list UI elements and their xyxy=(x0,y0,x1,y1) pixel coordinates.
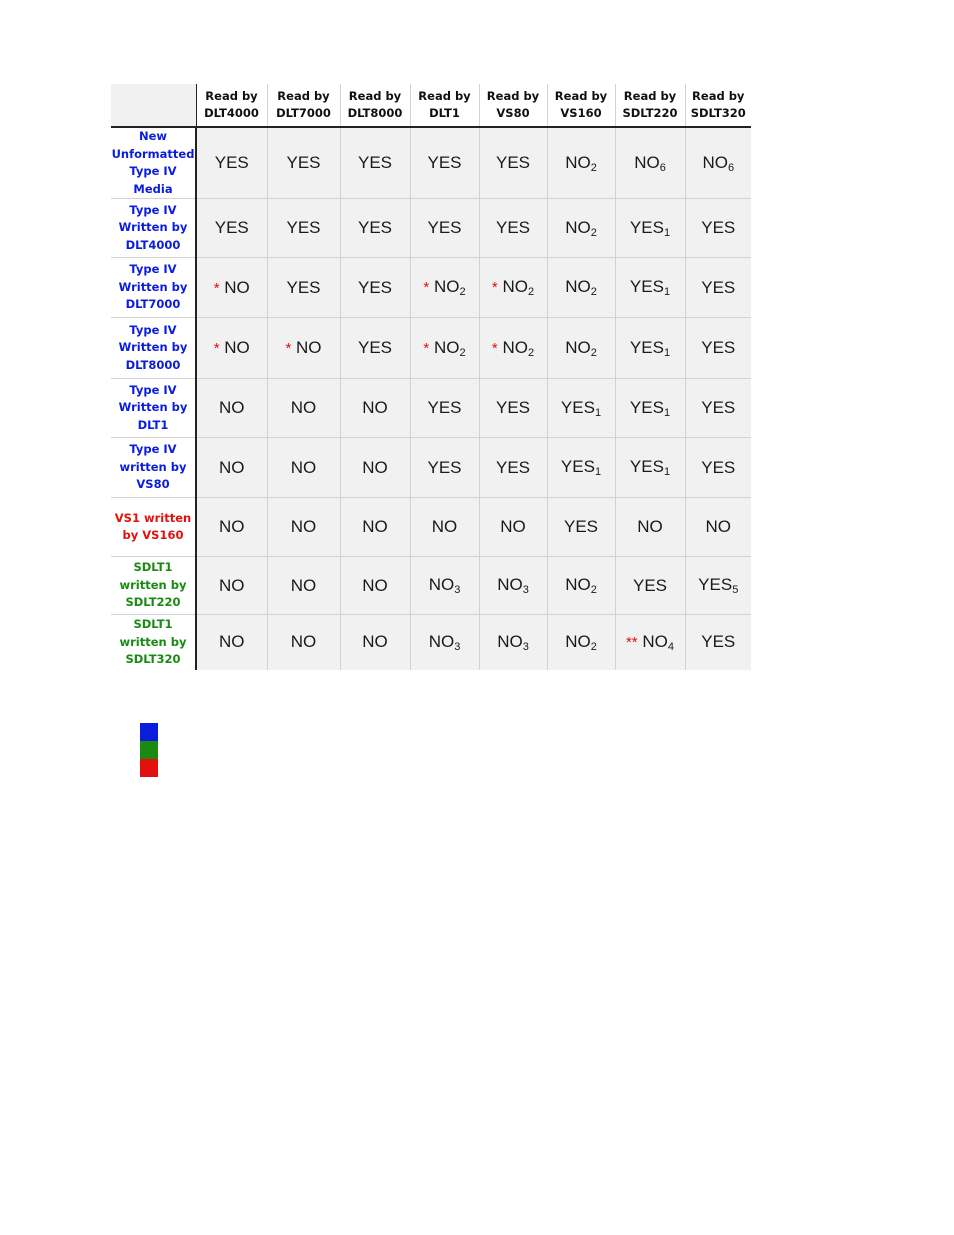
table-row xyxy=(111,557,751,615)
cell-value: NO xyxy=(702,152,728,172)
cell-value: YES xyxy=(427,153,462,172)
cell-value: NO xyxy=(428,631,455,651)
row-header-line: by VS160 xyxy=(122,528,184,542)
footnote-subscript: 2 xyxy=(590,161,597,174)
cell-value: NO xyxy=(565,575,591,594)
footnote-subscript: 2 xyxy=(527,346,535,359)
table-row xyxy=(111,379,751,438)
table-cell xyxy=(410,127,479,199)
cell-value: YES xyxy=(701,398,736,417)
cell-value: NO xyxy=(502,337,528,357)
footnote-subscript: 2 xyxy=(590,226,597,239)
cell-value: YES xyxy=(701,457,736,477)
table-cell xyxy=(479,379,547,438)
footnote-subscript: 3 xyxy=(454,584,461,596)
table-cell xyxy=(410,318,479,379)
asterisk-mark: * xyxy=(213,279,220,297)
table-cell xyxy=(410,615,479,670)
cell-value: YES xyxy=(357,338,393,357)
cell-value: NO xyxy=(219,457,245,477)
cell-value: NO xyxy=(296,338,322,357)
table-cell xyxy=(685,615,751,670)
table-cell xyxy=(547,199,615,258)
table-cell xyxy=(340,379,410,438)
footnote-subscript: 1 xyxy=(663,466,671,478)
footnote-subscript: 2 xyxy=(590,640,597,653)
row-header xyxy=(111,498,196,557)
cell-value: YES xyxy=(560,457,595,476)
table-cell xyxy=(196,557,267,615)
table-cell xyxy=(685,498,751,557)
column-header: Read by VS160 xyxy=(547,84,615,127)
cell-value: NO xyxy=(362,517,388,536)
column-header: Read by DLT7000 xyxy=(267,84,340,127)
cell-value: YES xyxy=(427,457,462,477)
footnote-subscript: 2 xyxy=(459,346,466,359)
cell-value: YES xyxy=(629,397,664,417)
row-header-line: SDLT1 xyxy=(133,560,173,575)
row-header-line: SDLT220 xyxy=(125,595,181,610)
table-cell xyxy=(615,318,685,379)
table-cell xyxy=(547,498,615,557)
row-header-line: New xyxy=(138,129,168,143)
cell-value: NO xyxy=(219,517,245,536)
footnote-subscript: 5 xyxy=(732,584,739,596)
table-cell xyxy=(685,379,751,438)
cell-value: NO xyxy=(634,152,660,172)
table-cell xyxy=(340,438,410,498)
cell-value: YES xyxy=(495,153,531,172)
cell-value: YES xyxy=(698,575,733,594)
table-cell xyxy=(479,615,547,670)
cell-value: NO xyxy=(290,398,317,417)
row-header-line: VS80 xyxy=(136,477,170,492)
footnote-subscript: 1 xyxy=(663,406,671,419)
cell-value: YES xyxy=(629,337,664,357)
cell-value: YES xyxy=(286,277,321,297)
cell-value: NO xyxy=(219,632,245,652)
row-header-line: Written by xyxy=(118,279,188,294)
cell-value: YES xyxy=(495,218,531,237)
cell-value: YES xyxy=(427,218,462,237)
column-header: Read by DLT1 xyxy=(410,84,479,127)
table-cell xyxy=(479,498,547,557)
footnote-subscript: 4 xyxy=(667,640,675,653)
row-header-line: written by xyxy=(119,634,187,649)
table-cell xyxy=(196,258,267,318)
legend-swatch-green xyxy=(140,741,158,759)
cell-value: NO xyxy=(705,517,731,536)
cell-value: NO xyxy=(637,517,663,536)
table-row xyxy=(111,318,751,379)
table-cell xyxy=(196,318,267,379)
table-cell xyxy=(196,615,267,670)
cell-value: NO xyxy=(290,575,317,595)
table-cell xyxy=(615,557,685,615)
row-header-line: Written by xyxy=(118,340,188,355)
table-cell xyxy=(410,438,479,498)
cell-value: NO xyxy=(224,277,250,297)
footnote-subscript: 2 xyxy=(590,584,597,596)
row-header-line: Written by xyxy=(118,400,188,415)
footnote-subscript: 2 xyxy=(527,286,535,298)
legend-swatch-blue xyxy=(140,723,158,741)
footnote-subscript: 2 xyxy=(459,286,466,298)
table-cell xyxy=(267,258,340,318)
table-cell xyxy=(340,127,410,199)
row-header xyxy=(111,615,196,670)
cell-value: YES xyxy=(357,218,393,237)
table-cell xyxy=(479,318,547,379)
asterisk-mark: * xyxy=(491,279,498,296)
table-row xyxy=(111,615,751,670)
cell-value: YES xyxy=(286,218,321,237)
cell-value: YES xyxy=(214,153,249,172)
header-row xyxy=(111,84,751,127)
table-cell xyxy=(267,379,340,438)
cell-value: YES xyxy=(701,632,736,652)
table-cell xyxy=(615,379,685,438)
table-cell xyxy=(340,258,410,318)
row-header-line: DLT8000 xyxy=(125,357,181,372)
row-header-line: Written by xyxy=(118,220,188,235)
compatibility-table xyxy=(111,84,751,670)
asterisk-mark: * xyxy=(423,339,430,357)
row-header-line: Type IV xyxy=(129,322,177,337)
table-cell xyxy=(340,498,410,557)
table-cell xyxy=(479,199,547,258)
table-cell xyxy=(685,199,751,258)
cell-value: NO xyxy=(497,631,523,651)
row-header xyxy=(111,318,196,379)
cell-value: YES xyxy=(427,398,462,417)
table-cell xyxy=(479,258,547,318)
cell-value: NO xyxy=(433,277,460,296)
row-header-line: Type IV xyxy=(129,382,177,397)
cell-value: NO xyxy=(502,277,528,296)
row-header-line: DLT1 xyxy=(137,417,169,432)
cell-value: NO xyxy=(224,338,250,357)
footnote-subscript: 1 xyxy=(663,226,671,239)
cell-value: NO xyxy=(497,575,523,594)
cell-value: NO xyxy=(362,632,388,652)
cell-value: NO xyxy=(290,457,317,477)
table-cell xyxy=(547,318,615,379)
table-row xyxy=(111,258,751,318)
cell-value: YES xyxy=(701,218,736,237)
table-cell xyxy=(410,199,479,258)
cell-value: NO xyxy=(642,631,668,651)
table-cell xyxy=(685,127,751,199)
row-header-line: Type IV xyxy=(129,202,177,217)
cell-value: YES xyxy=(560,397,595,417)
cell-value: YES xyxy=(495,398,531,417)
table-cell xyxy=(615,438,685,498)
row-header-line: Type IV xyxy=(129,442,177,457)
asterisk-mark: * xyxy=(285,340,292,357)
table-cell xyxy=(547,127,615,199)
table-cell xyxy=(267,318,340,379)
cell-value: YES xyxy=(357,153,393,172)
footnote-subscript: 1 xyxy=(663,346,671,359)
column-header: Read by SDLT220 xyxy=(615,84,685,127)
table-cell xyxy=(340,557,410,615)
cell-value: YES xyxy=(629,457,664,476)
cell-value: YES xyxy=(214,218,249,237)
table-cell xyxy=(547,438,615,498)
cell-value: YES xyxy=(629,217,664,237)
table-cell xyxy=(547,258,615,318)
cell-value: NO xyxy=(565,277,591,296)
asterisk-mark: * xyxy=(423,279,430,296)
footnote-subscript: 3 xyxy=(522,640,529,653)
cell-value: NO xyxy=(500,517,526,536)
table-cell xyxy=(340,615,410,670)
column-header: Read by DLT4000 xyxy=(196,84,267,127)
cell-value: YES xyxy=(701,338,736,357)
cell-value: NO xyxy=(290,632,317,652)
table-cell xyxy=(547,557,615,615)
footnote-subscript: 6 xyxy=(659,161,666,174)
cell-value: NO xyxy=(565,337,591,357)
table-cell xyxy=(685,318,751,379)
footnote-subscript: 1 xyxy=(594,406,602,419)
cell-value: YES xyxy=(286,153,321,172)
table-cell xyxy=(196,199,267,258)
corner-cell xyxy=(111,84,196,127)
table-cell xyxy=(685,438,751,498)
cell-value: YES xyxy=(629,277,664,296)
table-cell xyxy=(410,258,479,318)
footnote-subscript: 2 xyxy=(590,286,597,298)
cell-value: NO xyxy=(362,457,388,477)
table-cell xyxy=(267,615,340,670)
footnote-subscript: 1 xyxy=(663,286,671,298)
cell-value: YES xyxy=(495,457,531,477)
asterisk-mark: * xyxy=(213,340,220,357)
row-header-line: DLT4000 xyxy=(125,237,181,252)
table-row xyxy=(111,498,751,557)
table-cell xyxy=(267,199,340,258)
cell-value: YES xyxy=(563,517,599,536)
row-header-line: Type IV xyxy=(129,164,177,178)
row-header-line: SDLT320 xyxy=(125,652,181,666)
table-cell xyxy=(479,438,547,498)
cell-value: NO xyxy=(565,631,591,651)
row-header-line: Type IV xyxy=(129,262,177,277)
table-cell xyxy=(196,438,267,498)
cell-value: NO xyxy=(219,398,245,417)
asterisk-mark: ** xyxy=(625,633,638,651)
cell-value: YES xyxy=(701,277,736,297)
cell-value: NO xyxy=(565,217,591,237)
cell-value: NO xyxy=(431,517,458,536)
table-cell xyxy=(410,557,479,615)
table-cell xyxy=(340,318,410,379)
cell-value: YES xyxy=(632,575,668,595)
row-header xyxy=(111,258,196,318)
table-cell xyxy=(267,438,340,498)
table-cell xyxy=(410,379,479,438)
table-cell xyxy=(615,615,685,670)
cell-value: NO xyxy=(219,575,245,595)
table-cell xyxy=(267,127,340,199)
column-header: Read by DLT8000 xyxy=(340,84,410,127)
row-header-line: DLT7000 xyxy=(125,297,181,312)
table-cell xyxy=(340,199,410,258)
cell-value: NO xyxy=(290,517,317,536)
cell-value: NO xyxy=(565,152,591,172)
table-cell xyxy=(410,498,479,557)
table-cell xyxy=(196,127,267,199)
table-cell xyxy=(547,379,615,438)
footnote-subscript: 3 xyxy=(522,584,529,596)
table-row xyxy=(111,199,751,258)
footnote-subscript: 3 xyxy=(454,640,461,653)
table-row xyxy=(111,127,751,199)
table-cell xyxy=(479,127,547,199)
row-header-line: written by xyxy=(119,577,187,592)
column-header: Read by VS80 xyxy=(479,84,547,127)
row-header-line: SDLT1 xyxy=(133,617,173,631)
row-header xyxy=(111,199,196,258)
row-header xyxy=(111,557,196,615)
footnote-subscript: 6 xyxy=(727,161,735,174)
cell-value: YES xyxy=(357,277,393,297)
row-header-line: Unformatted xyxy=(111,146,195,161)
table-cell xyxy=(267,557,340,615)
table-cell xyxy=(615,498,685,557)
cell-value: NO xyxy=(362,575,388,595)
row-header-line: written by xyxy=(119,459,187,474)
table-body xyxy=(111,127,751,670)
table-cell xyxy=(685,557,751,615)
row-header xyxy=(111,438,196,498)
cell-value: NO xyxy=(428,575,455,594)
row-header-line: Media xyxy=(133,181,173,196)
cell-value: NO xyxy=(433,337,460,357)
table-cell xyxy=(615,258,685,318)
table-cell xyxy=(479,557,547,615)
table-cell xyxy=(615,199,685,258)
column-header: Read by SDLT320 xyxy=(685,84,751,127)
table-cell xyxy=(615,127,685,199)
table-cell xyxy=(196,379,267,438)
table-cell xyxy=(685,258,751,318)
asterisk-mark: * xyxy=(491,339,498,357)
table-row xyxy=(111,438,751,498)
footnote-subscript: 1 xyxy=(594,466,602,478)
table-cell xyxy=(547,615,615,670)
cell-value: NO xyxy=(362,398,388,417)
footnote-subscript: 2 xyxy=(590,346,597,359)
row-header xyxy=(111,379,196,438)
legend-swatch-red xyxy=(140,759,158,777)
row-header-line: VS1 written xyxy=(114,510,192,525)
row-header xyxy=(111,127,196,199)
table-cell xyxy=(196,498,267,557)
table-cell xyxy=(267,498,340,557)
